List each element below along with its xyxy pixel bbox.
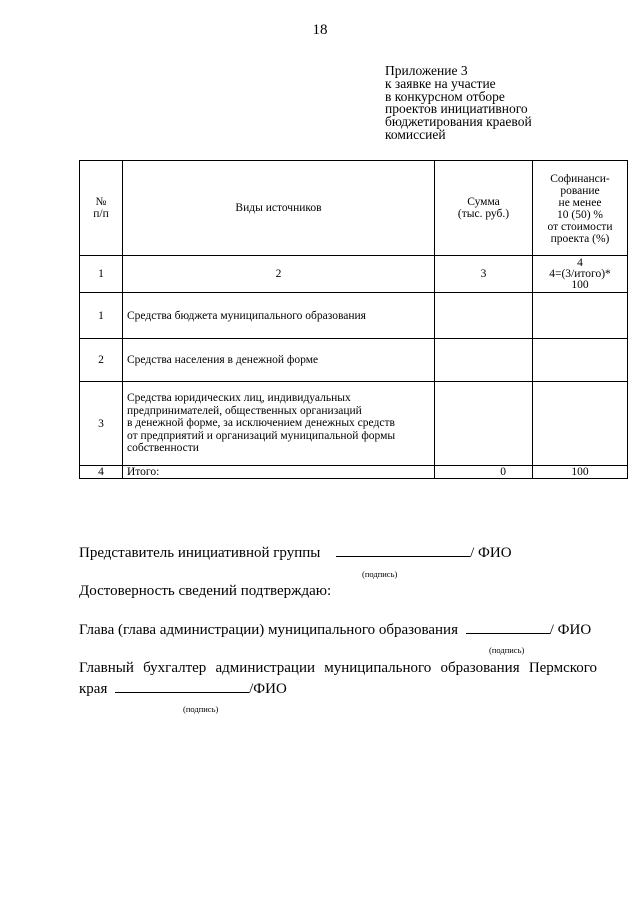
colnum-4: 4 4=(3/итого)* 100 (533, 256, 628, 293)
appendix-line: комиссией (385, 126, 446, 142)
row-pct (533, 339, 628, 382)
header-source: Виды источников (123, 161, 435, 256)
appendix-line: бюджетирования краевой (385, 114, 532, 130)
row-num: 3 (80, 382, 123, 466)
colnum-2: 2 (123, 256, 435, 293)
total-sum: 0 (435, 466, 533, 479)
row-pct (533, 293, 628, 339)
appendix-line: Приложение 3 (385, 63, 468, 78)
appendix-header (385, 65, 605, 142)
row-sum (435, 293, 533, 339)
header-num: № п/п (80, 161, 123, 256)
confirmation-text: Достоверность сведений подтверждаю: (79, 583, 332, 599)
row-num: 2 (80, 339, 123, 382)
row-source: Средства юридических лиц, индивидуальных предпринимателей, общественных организаций в денежной форме, за исключением денежных средств от предприятий и организаций муниципальной формы собственности (123, 382, 435, 466)
accountant-signature-line (79, 680, 287, 698)
colnum-3: 3 (435, 256, 533, 293)
row-sum (435, 382, 533, 466)
header-sum: Сумма (тыс. руб.) (435, 161, 533, 256)
row-sum (435, 339, 533, 382)
total-num: 4 (80, 466, 123, 479)
representative-label: Представитель инициативной группы (79, 545, 321, 561)
funding-sources-table (79, 160, 628, 479)
total-label: Итого: (123, 466, 435, 479)
fio-label: /ФИО (249, 681, 287, 697)
row-source: Средства бюджета муниципального образования (123, 293, 435, 339)
signature-caption: (подпись) (183, 704, 219, 714)
appendix-line: к заявке на участие (385, 75, 496, 91)
head-label: Глава (глава администрации) муниципального образования (79, 622, 458, 638)
total-row (80, 466, 628, 479)
table-row (80, 339, 628, 382)
signature-blank (466, 621, 550, 634)
appendix-line: проектов инициативного (385, 101, 528, 117)
table-row (80, 382, 628, 466)
page-number: 18 (312, 22, 328, 38)
signature-caption: (подпись) (489, 645, 525, 655)
signature-blank (115, 680, 249, 693)
table-header-row (80, 161, 628, 256)
table-row (80, 293, 628, 339)
accountant-label-line2: края (79, 681, 108, 697)
appendix-line: в конкурсном отборе (385, 88, 505, 104)
head-signature-line (79, 621, 591, 639)
representative-signature-line (79, 544, 512, 562)
fio-label: / ФИО (549, 622, 592, 638)
signature-caption: (подпись) (362, 569, 398, 579)
row-num: 1 (80, 293, 123, 339)
accountant-label: Главный бухгалтер администрации муниципального образования Пермского (79, 660, 598, 676)
fio-label: / ФИО (470, 545, 512, 561)
total-pct: 100 (533, 466, 628, 479)
column-numbers-row (80, 256, 628, 293)
colnum-1: 1 (80, 256, 123, 293)
signature-blank (336, 544, 470, 557)
row-source: Средства населения в денежной форме (123, 339, 435, 382)
row-pct (533, 382, 628, 466)
header-cofinancing: Софинанси- рование не менее 10 (50) % от стоимости проекта (%) (533, 161, 628, 256)
